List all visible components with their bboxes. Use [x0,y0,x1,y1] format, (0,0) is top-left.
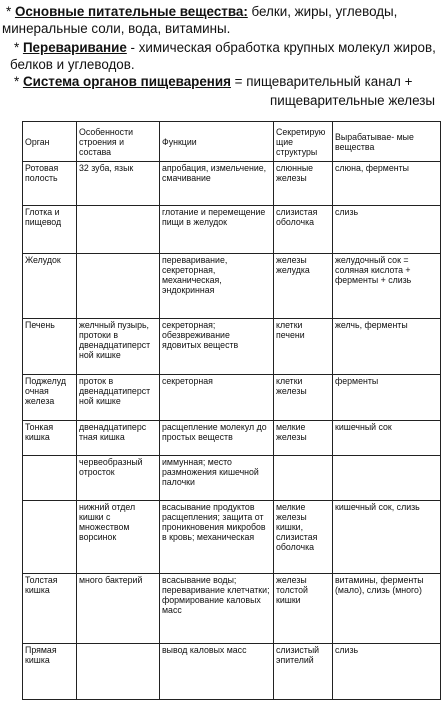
intro-text-5: = пищеварительный канал + [230,74,413,89]
intro-text-6: пищеварительные железы [270,93,436,108]
term-digestive-system: Система органов пищеварения [22,74,231,89]
cell-organ: Тонкая кишка [23,421,77,456]
header-structure: Особенности строения и состава [77,122,160,162]
cell-structure: 32 зуба, язык [77,162,160,206]
table-row [23,162,441,206]
cell-organ [23,501,77,574]
intro-line-2 [2,21,230,37]
cell-organ: Толстая кишка [23,574,77,644]
cell-secreting: мелкие железы [274,421,333,456]
intro-line-6 [270,93,435,109]
cell-structure: нижний отдел кишки с множеством ворсинок [77,501,160,574]
table-row [23,456,441,501]
cell-substances: желчь, ферменты [333,319,441,375]
cell-functions: иммунная; место размножения кишечной палочки [160,456,274,501]
cell-functions: переваривание, секреторная, механическая, эндокринная [160,254,274,319]
header-secreting-structures: Секретирую щие структуры [274,122,333,162]
digestive-organs-table [22,121,441,700]
cell-structure [77,206,160,254]
intro-line-3 [14,40,436,56]
intro-text-3: - химическая обработка крупных молекул жиров, [126,40,436,55]
cell-functions: глотание и перемещение пищи в желудок [160,206,274,254]
cell-secreting: клетки печени [274,319,333,375]
cell-secreting: слюнные железы [274,162,333,206]
cell-secreting: слизистая оболочка [274,206,333,254]
table-row [23,501,441,574]
cell-functions: вывод каловых масс [160,644,274,700]
cell-substances: желудочный сок = соляная кислота + ферменты + слизь [333,254,441,319]
cell-substances: кишечный сок, слизь [333,501,441,574]
cell-structure: двенадцатиперс тная кишка [77,421,160,456]
cell-organ: Глотка и пищевод [23,206,77,254]
header-organ: Орган [23,122,77,162]
header-produced-substances: Вырабатывае- мые вещества [333,122,441,162]
cell-secreting: мелкие железы кишки, слизистая оболочка [274,501,333,574]
cell-organ: Поджелуд очная железа [23,375,77,421]
cell-secreting: железы желудка [274,254,333,319]
cell-substances: кишечный сок [333,421,441,456]
cell-functions: апробация, измельчение, смачивание [160,162,274,206]
bullet-marker: * [14,74,23,89]
cell-substances: слизь [333,644,441,700]
cell-structure: червеобразный отросток [77,456,160,501]
header-functions: Функции [160,122,274,162]
cell-organ: Ротовая полость [23,162,77,206]
bullet-marker: * [14,40,23,55]
term-nutrients: Основные питательные вещества: [14,4,248,19]
cell-structure: желчный пузырь, протоки в двенадцатиперст ной кишке [77,319,160,375]
table-row [23,206,441,254]
cell-substances: ферменты [333,375,441,421]
cell-organ: Прямая кишка [23,644,77,700]
table-row [23,319,441,375]
table-row [23,644,441,700]
cell-substances [333,456,441,501]
table-row [23,574,441,644]
cell-functions: секреторная [160,375,274,421]
cell-secreting: слизистый эпителий [274,644,333,700]
intro-text-4: белков и углеводов. [10,57,135,72]
intro-line-4 [10,57,135,73]
cell-structure [77,254,160,319]
cell-secreting [274,456,333,501]
intro-text-2: минеральные соли, вода, витамины. [2,21,231,36]
cell-structure: проток в двенадцатиперст ной кишке [77,375,160,421]
table-row [23,421,441,456]
cell-structure: много бактерий [77,574,160,644]
cell-functions: секреторная; обезвреживание ядовитых веществ [160,319,274,375]
table-row [23,375,441,421]
cell-functions: всасывание продуктов расщепления; защита от проникновения микробов в кровь; механическая [160,501,274,574]
cell-organ: Желудок [23,254,77,319]
table-row [23,254,441,319]
cell-functions: всасывание воды; переваривание клетчатки; формирование каловых масс [160,574,274,644]
bullet-marker: * [6,4,15,19]
cell-secreting: клетки железы [274,375,333,421]
cell-substances: слизь [333,206,441,254]
intro-text-1: белки, жиры, углеводы, [247,4,398,19]
cell-organ: Печень [23,319,77,375]
term-digestion: Переваривание [22,40,127,55]
intro-line-1 [6,4,397,20]
cell-functions: расщепление молекул до простых веществ [160,421,274,456]
cell-secreting: железы толстой кишки [274,574,333,644]
intro-line-5 [14,74,412,90]
table-header-row [23,122,441,162]
cell-organ [23,456,77,501]
cell-substances: слюна, ферменты [333,162,441,206]
cell-structure [77,644,160,700]
cell-substances: витамины, ферменты (мало), слизь (много) [333,574,441,644]
